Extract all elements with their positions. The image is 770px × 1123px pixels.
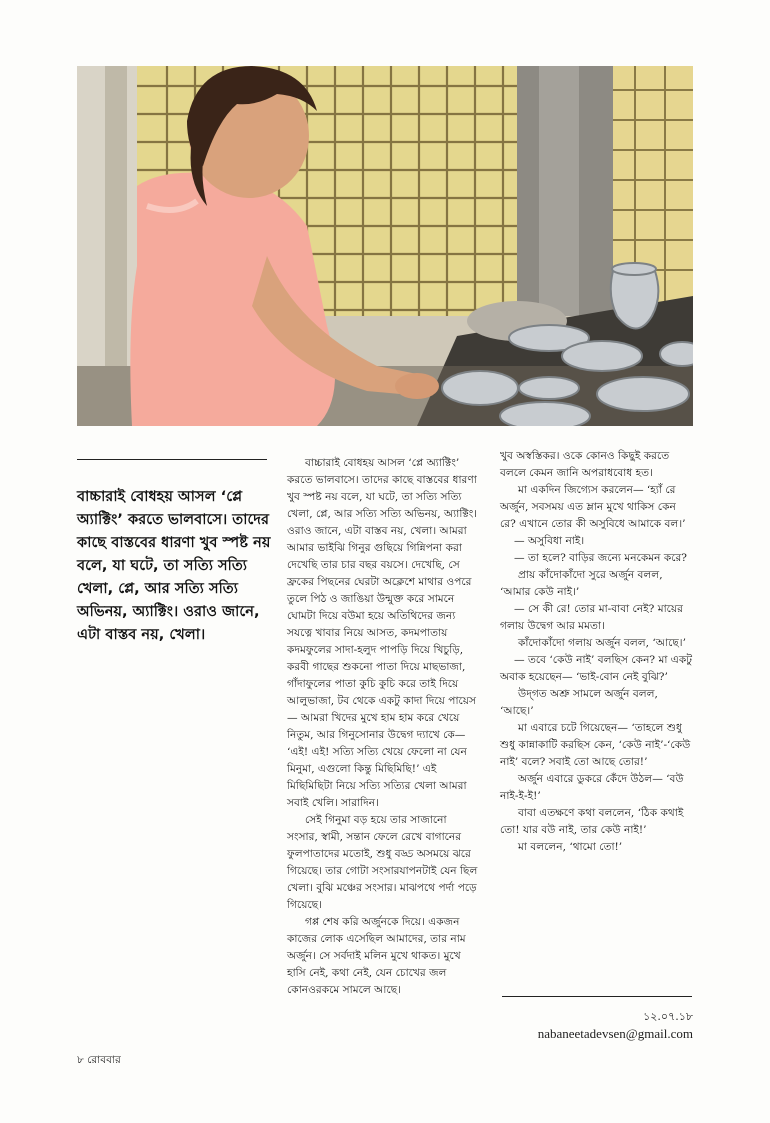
page-folio: ৮ রোববার xyxy=(77,1054,121,1066)
paragraph: কাঁদোকাঁদো গলায় অর্জুন বলল, ‘আছে।’ xyxy=(518,637,686,649)
paragraph: প্রায় কাঁদোকাঁদো সুরে অর্জুন বলল, ‘আমার কেউ নাই।’ xyxy=(500,569,663,598)
article-photo xyxy=(77,66,693,426)
paragraph: বাচ্চারাই বোধহয় আসল ‘প্লে অ্যাক্টিং’ করতে ভালবাসে। তাদের কাছে বাস্তবের ধারণা খুব স্পষ্ট নয় বলে, যা ঘটে, তা সত্যি সত্যি খেলা, প্লে, আর সত্যি সত্যি অভিনয়, অ্যাক্টিং। ওরাও জানে, এটা বাস্তব নয়, খেলা। আমরা আমার ভাইঝি গিনুর গুছিয়ে গিন্নিপনা করা দেখেছি তার চার বছর বয়সে। দেখেছি, সে ফ্রকের পিছনের ঘেরটা অক্লেশে মাথার ওপরে তুলে পিঠ ও জাঙিয়া উন্মুক্ত করে সামনে ঘোমটা দিয়ে বউমা হয়ে অতিথিদের জন্য সযত্নে খাবার নিয়ে আসত, কদমপাতায় কদমফুলের সাদা-হলুদ পাপড়ি দিয়ে খিচুড়ি, করবী গাছের শুকনো পাতা দিয়ে মাছভাজা, গাঁদাফুলের পাতা কুচি কুচি করে তাই দিয়ে আলুভাজা, টব থেকে একটু কাদা দিয়ে পায়েস— আমরা খিদের মুখে হাম হাম করে খেয়ে নিতুম, আর গিনুসোনার উদ্বেগ দ্যাখে কে— ‘এই! এই! সত্যি সত্যি খেয়ে ফেলো না যেন মিনুমা, এগুলো কিন্তু মিছিমিছি!’ এই মিছিমিছিটা নিয়ে সত্যি সত্যির খেলা আমরা সবাই খেলি। সারাদিন। xyxy=(287,457,478,809)
dialogue-line: — সে কী রে! তোর মা-বাবা নেই? মায়ের গলায় উদ্বেগ আর মমতা। xyxy=(500,603,683,632)
dialogue-line: — অসুবিধা নাই। xyxy=(514,535,585,547)
signoff-rule xyxy=(502,996,692,997)
signoff-date: ১২.০৭.১৮ xyxy=(643,1010,693,1023)
paragraph: মা বললেন, ‘থামো তো!’ xyxy=(518,841,623,853)
paragraph: খুব অস্বস্তিকর। ওকে কোনও কিছুই করতে বললে কেমন জানি অপরাধবোধ হত। xyxy=(500,450,670,479)
article-column-1 xyxy=(287,455,479,999)
paragraph: বাবা এতক্ষণে কথা বললেন, ‘ঠিক কথাই তো! যার বউ নাই, তার কেউ নাই!’ xyxy=(500,807,684,836)
dialogue-line: — তা হলে? বাড়ির জন্যে মনকেমন করে? xyxy=(514,552,687,564)
paragraph: গপ্প শেষ করি অর্জুনকে দিয়ে। একজন কাজের লোক এসেছিল আমাদের, তার নাম অর্জুন। সে সর্বদাই মলিন মুখে থাকত। মুখে হাসি নেই, কথা নেই, যেন চোখের জল কোনওরকমে সামলে আছে। xyxy=(287,916,466,996)
author-email[interactable]: nabaneetadevsen@gmail.com xyxy=(537,1026,693,1041)
photo-girl-playing-utensils xyxy=(77,66,693,426)
paragraph: মা এবারে চটে গিয়েছেন— ‘তাহলে শুধু শুধু কান্নাকাটি করছিস কেন, ‘কেউ নাই’-‘কেউ নাই’ বলে? সবাই তো আছে তোর!’ xyxy=(500,722,691,768)
paragraph: অর্জুন এবারে ডুকরে কেঁদে উঠল— ‘বউ নাই-ই-ই!’ xyxy=(500,773,684,802)
paragraph: সেই গিনুমা বড় হয়ে তার সাজানো সংসার, স্বামী, সন্তান ফেলে রেখে বাগানের ফুলপাতাদের মতোই, শুধু বড্ড অসময়ে ঝরে গিয়েছে। তার গোটা সংসারযাপনটাই যেন ছিল খেলা। বুঝি মঞ্চের সংসার। মাঝপথে পর্দা পড়ে গিয়েছে। xyxy=(287,814,478,911)
pullquote-rule xyxy=(77,459,267,460)
pull-quote: বাচ্চারাই বোধহয় আসল ‘প্লে অ্যাক্টিং’ করতে ভালবাসে। তাদের কাছে বাস্তবের ধারণা খুব স্পষ্ট নয় বলে, যা ঘটে, তা সত্যি সত্যি খেলা, প্লে, আর সত্যি সত্যি অভিনয়, অ্যাক্টিং। ওরাও জানে, এটা বাস্তব নয়, খেলা। xyxy=(77,488,271,643)
paragraph: উদ্‌গত অশ্রু সামলে অর্জুন বলল, ‘আছে।’ xyxy=(500,688,658,717)
article-column-2 xyxy=(500,448,694,856)
paragraph: মা একদিন জিগ্যেস করলেন— ‘হ্যাঁ রে অর্জুন, সবসময় এত ম্লান মুখে থাকিস কেন রে? এখানে তোর কী অসুবিধে আমাকে বল।’ xyxy=(500,484,686,530)
dialogue-line: — তবে ‘কেউ নাই’ বলছিস কেন? মা একটু অবাক হয়েছেন— ‘ভাই-বোন নেই বুঝি?’ xyxy=(500,654,693,683)
